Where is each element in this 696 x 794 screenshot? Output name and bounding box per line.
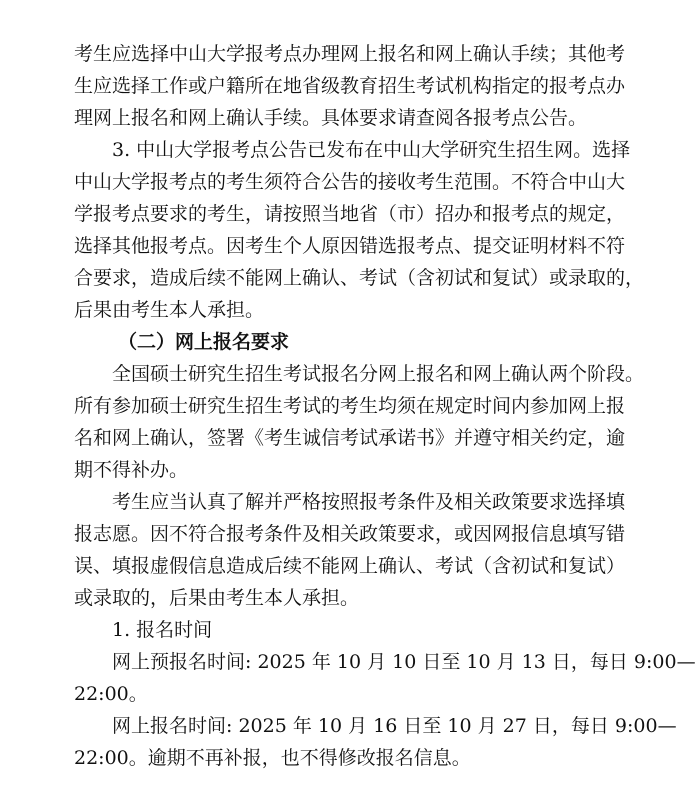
paragraph-line: 网上报名时间: 2025 年 10 月 16 日至 10 月 27 日，每日 9:00— xyxy=(112,715,677,737)
paragraph-line: 22:00。逾期不再补报，也不得修改报名信息。 xyxy=(74,747,471,769)
paragraph-line: 全国硕士研究生招生考试报名分网上报名和网上确认两个阶段。 xyxy=(112,363,645,385)
paragraph-line: 3. 中山大学报考点公告已发布在中山大学研究生招生网。选择 xyxy=(112,139,631,161)
paragraph-line: 或录取的，后果由考生本人承担。 xyxy=(74,587,360,609)
paragraph-line: 合要求，造成后续不能网上确认、考试（含初试和复试）或录取的， xyxy=(74,267,645,289)
paragraph-line: 选择其他报考点。因考生个人原因错选报考点、提交证明材料不符 xyxy=(74,235,626,257)
paragraph-line: 名和网上确认，签署《考生诚信考试承诺书》并遵守相关约定，逾 xyxy=(74,427,626,449)
paragraph-line: 中山大学报考点的考生须符合公告的接收考生范围。不符合中山大 xyxy=(74,171,626,193)
subheading: 1. 报名时间 xyxy=(112,619,213,641)
paragraph-line: 网上预报名时间: 2025 年 10 月 10 日至 10 月 13 日，每日 9:00— xyxy=(112,651,696,673)
paragraph-line: 后果由考生本人承担。 xyxy=(74,299,265,321)
paragraph-line: 所有参加硕士研究生招生考试的考生均须在规定时间内参加网上报 xyxy=(74,395,626,417)
paragraph-line: 报志愿。因不符合报考条件及相关政策要求，或因网报信息填写错 xyxy=(74,523,626,545)
paragraph-line: 学报考点要求的考生，请按照当地省（市）招办和报考点的规定， xyxy=(74,203,626,225)
paragraph-line: 生应选择工作或户籍所在地省级教育招生考试机构指定的报考点办 xyxy=(74,75,626,97)
paragraph-line: 考生应当认真了解并严格按照报考条件及相关政策要求选择填 xyxy=(112,491,626,513)
paragraph-line: 理网上报名和网上确认手续。具体要求请查阅各报考点公告。 xyxy=(74,107,588,129)
paragraph-line: 误、填报虚假信息造成后续不能网上确认、考试（含初试和复试） xyxy=(74,555,626,577)
section-heading: （二）网上报名要求 xyxy=(118,331,290,353)
paragraph-line: 考生应选择中山大学报考点办理网上报名和网上确认手续；其他考 xyxy=(74,43,626,65)
paragraph-line: 期不得补办。 xyxy=(74,459,189,481)
paragraph-line: 22:00。 xyxy=(74,683,148,705)
